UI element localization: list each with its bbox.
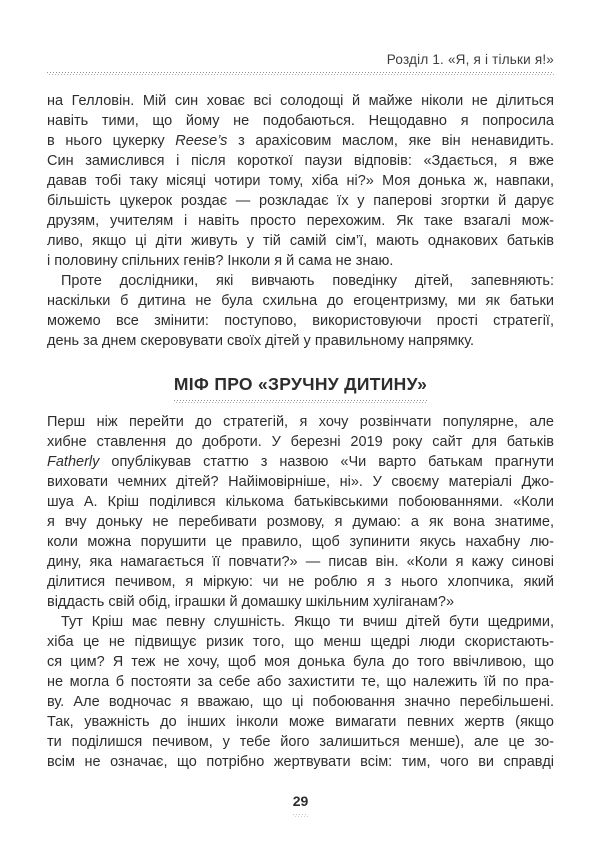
text-line bbox=[47, 432, 554, 452]
section-heading: МІФ ПРО «ЗРУЧНУ ДИТИНУ» bbox=[174, 371, 427, 403]
paragraph bbox=[47, 271, 554, 351]
body-text: Проте дослідники, які вивчають поведінку дітей, запевняють: bbox=[61, 273, 554, 289]
text-line bbox=[47, 251, 554, 271]
text-line bbox=[47, 311, 554, 331]
text-line bbox=[47, 572, 554, 592]
body-text: день за днем скеровувати своїх дітей у правильному напрямку. bbox=[47, 333, 475, 349]
text-line bbox=[47, 191, 554, 211]
text-line bbox=[47, 692, 554, 712]
body-text: і половину спільних генів? Інколи я й сама не знаю. bbox=[47, 253, 394, 269]
text-line bbox=[47, 672, 554, 692]
section-heading-row bbox=[47, 371, 554, 403]
text-line bbox=[47, 91, 554, 111]
text-line bbox=[47, 752, 554, 772]
body-text: шуа А. Кріш поділився кількома батьківськими побоюваннями. «Коли bbox=[47, 494, 554, 510]
paragraph bbox=[47, 91, 554, 271]
page-number: 29 bbox=[292, 793, 309, 809]
body-text: Тут Кріш має певну слушність. Якщо ти вчиш дітей бути щедрими, bbox=[61, 614, 554, 630]
body-text: ділитися печивом, я міркую: чи не роблю я з нього хлопчика, який bbox=[47, 574, 554, 590]
body-text: не могла б постояти за себе або захистити те, що належить їй по пра- bbox=[47, 674, 554, 690]
body-text: Так, уважність до інших інколи може вимагати певних жертв (якщо bbox=[47, 714, 554, 730]
text-line bbox=[47, 211, 554, 231]
text-line bbox=[47, 652, 554, 672]
body-text: дину, яка намагається її повчати?» — писав він. «Коли я кажу синові bbox=[47, 554, 554, 570]
text-line bbox=[47, 131, 554, 151]
body-text: хибне ставлення до доброти. У березні 2019 року сайт для батьків bbox=[47, 434, 554, 450]
page-body bbox=[47, 91, 554, 772]
body-text: більшість цукерок роздає — розкладає їх у паперові згортки й дарує bbox=[47, 193, 554, 209]
text-line bbox=[47, 712, 554, 732]
body-text: Син замислився і після короткої паузи відповів: «Здається, я вже bbox=[47, 153, 554, 169]
text-line bbox=[47, 171, 554, 191]
text-line bbox=[47, 472, 554, 492]
paragraph bbox=[47, 412, 554, 612]
text-line bbox=[47, 291, 554, 311]
text-line bbox=[47, 532, 554, 552]
paragraph bbox=[47, 612, 554, 772]
body-text: я вчу доньку не перебивати розмову, я думаю: а як вона знатиме, bbox=[47, 514, 554, 530]
body-text: ливо, якщо ці діти живуть у тій самій сім’ї, мають однакових батьків bbox=[47, 233, 554, 249]
italic-text: Fatherly bbox=[47, 454, 100, 470]
body-text: Перш ніж перейти до стратегій, я хочу розвінчати популярне, але bbox=[47, 414, 554, 430]
body-text: давав тобі таку місяці чотири тому, хіба ні?» Моя донька ж, навпаки, bbox=[47, 173, 554, 189]
body-text: на Гелловін. Мій син ховає всі солодощі й майже ніколи не ділиться bbox=[47, 93, 554, 109]
text-line bbox=[47, 412, 554, 432]
text-line bbox=[47, 231, 554, 251]
text-line bbox=[47, 331, 554, 351]
text-line bbox=[47, 732, 554, 752]
text-line bbox=[47, 271, 554, 291]
body-text: віддасть свій обід, іграшки й домашку шкільним хуліганам?» bbox=[47, 594, 455, 610]
text-line bbox=[47, 612, 554, 632]
body-text: виховати чемних дітей? Найімовірніше, ні». У своєму матеріалі Джо- bbox=[47, 474, 554, 490]
text-line bbox=[47, 552, 554, 572]
body-text: опублікував статтю з назвою «Чи варто батькам прагнути bbox=[99, 454, 554, 470]
body-text: з арахісовим маслом, яке він ненавидить. bbox=[227, 133, 554, 149]
text-line bbox=[47, 151, 554, 171]
text-line bbox=[47, 492, 554, 512]
body-text: ти поділишся печивом, у тебе його залишиться менше), але це зо- bbox=[47, 734, 554, 750]
text-line bbox=[47, 592, 554, 612]
text-line bbox=[47, 512, 554, 532]
body-text: друзям, учителям і навіть просто перехожим. Як таке взагалі мож- bbox=[47, 213, 554, 229]
running-header: Розділ 1. «Я, я і тільки я!» bbox=[386, 52, 554, 67]
body-text: можемо все змінити: поступово, використовуючи прості стратегії, bbox=[47, 313, 554, 329]
body-text: ся цим? Я теж не хочу, щоб моя донька була до того ввічливою, що bbox=[47, 654, 554, 670]
body-text: навіть тими, що йому не подобаються. Нещодавно я попросила bbox=[47, 113, 554, 129]
text-line bbox=[47, 632, 554, 652]
body-text: наскільки б дитина не була схильна до егоцентризму, ми як батьки bbox=[47, 293, 554, 309]
body-text: всім не означає, що потрібно жертвувати всім: тим, чого ви справді bbox=[47, 754, 554, 770]
body-text: хіба це не підвищує ризик того, що менш щедрі люди скористають- bbox=[47, 634, 554, 650]
body-text: в нього цукерку bbox=[47, 133, 176, 149]
text-line bbox=[47, 111, 554, 131]
header-rule bbox=[47, 72, 554, 75]
italic-text: Reese’s bbox=[175, 133, 228, 149]
text-line bbox=[47, 452, 554, 472]
body-text: ву. Але водночас я вважаю, що ці побоювання значно перебільшені. bbox=[47, 694, 554, 710]
body-text: коли можна порушити це правило, щоб зупинити якусь нахабну лю- bbox=[47, 534, 554, 550]
page-number-rule bbox=[293, 814, 308, 817]
